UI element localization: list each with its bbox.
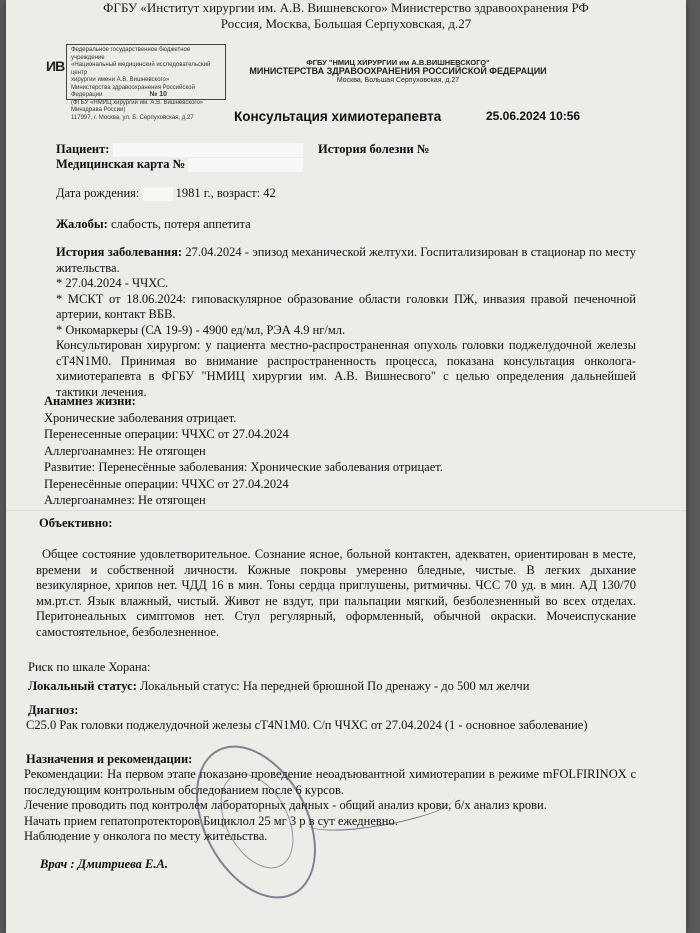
stamp-line: Федеральное государственное бюджетное учреждение [71, 47, 191, 61]
history-section [56, 245, 636, 400]
stamp-line: Министерства здравоохранения Российской Федерации [71, 84, 195, 98]
doctor-name: Дмитриева Е.А. [77, 857, 168, 871]
birth-row [56, 186, 276, 201]
institution-stamp [66, 44, 226, 121]
institute-header-line2: Россия, Москва, Большая Серпуховская, д.27 [220, 16, 472, 31]
local-status-text: Локальный статус: На передней брюшной По дренажу - до 500 мл желчи [139, 679, 530, 693]
card-label: Медицинская карта № [56, 157, 186, 171]
stamp-line: «Национальный медицинский исследовательский центр [71, 62, 211, 76]
history-line: * Онкомаркеры (СА 19-9) - 4900 ед/мл, РЭА 4.9 нг/мл. [56, 322, 346, 337]
anamnesis-line: Хронические заболевания отрицает. [44, 410, 237, 425]
patient-name-redacted [113, 143, 303, 157]
org-line3: Москва, Большая Серпуховская, д.27 [336, 77, 460, 84]
objective-label: Объективно: [39, 516, 113, 530]
diagnosis-text: С25.0 Рак головки поджелудочной железы cT4N1M0. С/п ЧЧХС от 27.04.2024 (1 - основное заболевание) [26, 718, 588, 732]
local-status-label: Локальный статус: [28, 679, 137, 693]
history-label: История заболевания: [56, 245, 183, 259]
anamnesis-line: Перенесённые операции: ЧЧХС от 27.04.2024 [44, 476, 289, 491]
recommendation-line: Лечение проводить под контролем лабораторных данных - общий анализ крови, б/х анализ крови. [24, 798, 547, 812]
complaints-text: слабость, потеря аппетита [110, 217, 251, 231]
anamnesis-label: Анамнез жизни: [44, 394, 136, 408]
patient-label: Пациент: [56, 142, 110, 156]
history-line: * 27.04.2024 - ЧЧХС. [56, 276, 169, 290]
khorana-score: Риск по шкале Хорана: [28, 660, 151, 674]
stamp-number: № 10 [149, 90, 167, 98]
birth-label: Дата рождения: [56, 186, 140, 200]
institute-header-top [6, 0, 686, 32]
history-first [56, 245, 636, 276]
history-line: * МСКТ от 18.06.2024: гиповаскулярное образование области головки ПЖ, инвазия правой печеночной артерии, контакт ВБВ. [56, 291, 636, 321]
recommendation-first: Рекомендации: На первом этапе показано проведение неоадъювантной химиотерапии в режиме mFOLFIRINOX с последующим контрольным обследованием после 6 курсов. [24, 767, 636, 797]
org-line1: ФГБУ "НМИЦ ХИРУРГИИ им А.В.ВИШНЕВСКОГО" [306, 58, 490, 67]
birth-date-redacted [143, 187, 173, 201]
institute-header-line1: ФГБУ «Институт хирургии им. А.В. Вишневского» Министерство здравоохранения РФ [103, 0, 589, 15]
objective-text: Общее состояние удовлетворительное. Сознание ясное, больной контактен, адекватен, ориентирован в месте, времени и собственной личности. Кожные покровы умеренно бледные, чистые. В легких дыхание везикулярное, хрипов нет. ЧДД 16 в мин. Тоны сердца приглушены, ритмичны. ЧСС 70 уд. в мин. АД 130/70 мм.рт.ст. Язык влажный, чистый. Живот не вздут, при пальпации мягкий, безболезненный во всех отделах. Перитонеальных симптомов нет. Стул регулярный, оформленный, обычной окраски. Мочеиспускание самостоятельное, безболезненное. [36, 547, 636, 639]
birth-year: 1981 г., возраст: 42 [175, 186, 276, 200]
doctor-row [40, 857, 168, 872]
complaints-row [56, 217, 251, 232]
stamp-line: хирургии имени А.В. Вишневского» [71, 77, 170, 83]
recommendations-label: Назначения и рекомендации: [26, 752, 193, 766]
anamnesis-line: Перенесенные операции: ЧЧХС от 27.04.2024 [44, 427, 289, 441]
history-first-text: 27.04.2024 - эпизод механической желтухи. Госпитализирован в стационар по месту жительства. [56, 245, 636, 275]
org-line2: МИНИСТЕРСТВА ЗДРАВООХРАНЕНИЯ РОССИЙСКОЙ ФЕДЕРАЦИИ [249, 66, 547, 76]
recommendation-line: Наблюдение у онколога по месту жительства. [24, 829, 268, 843]
card-row [56, 157, 303, 172]
complaints-label: Жалобы: [56, 217, 108, 231]
anamnesis-line: Аллергоанамнез: Не отягощен [44, 443, 206, 458]
diagnosis-label: Диагноз: [28, 703, 79, 717]
organization-logo: ИВ [46, 58, 65, 74]
doctor-label: Врач : [40, 857, 75, 871]
surgeon-consultation: Консультирован хирургом: у пациента местно-распространенная опухоль головки поджелудочной железы cT4N1M0. Принимая во внимание распространенность процесса, показана консультация онколога-химиотерапевта в ФГБУ "НМИЦ хирургии им. А.В. Вишнесвого" с целью определения дальнейшей тактики лечения. [56, 338, 636, 399]
patient-row [56, 142, 303, 157]
local-status-row [28, 679, 529, 694]
anamnesis-line: Аллергоанамнез: Не отягощен [44, 493, 206, 507]
document-page [6, 0, 686, 933]
card-number-redacted [188, 158, 303, 172]
anamnesis-section [44, 393, 443, 509]
anamnesis-line: Развитие: Перенесённые заболевания: Хронические заболевания отрицает. [44, 460, 443, 474]
stamp-line: (ФГБУ «НМИЦ хирургии им. А.В. Вишневского» Минздрава России) [71, 99, 204, 113]
recommendation-line: Начать прием гепатопротекторов Бициклол 25 мг 3 р в сут ежедневно. [24, 813, 398, 828]
paper-fold [6, 510, 686, 511]
document-title: Консультация химиотерапевта [234, 109, 442, 124]
stamp-line: 117997, г. Москва, ул. Б. Серпуховская, д.27 [71, 114, 194, 121]
history-number-label: История болезни № [318, 142, 430, 156]
document-date: 25.06.2024 10:56 [486, 109, 581, 123]
organization-header [238, 58, 558, 85]
